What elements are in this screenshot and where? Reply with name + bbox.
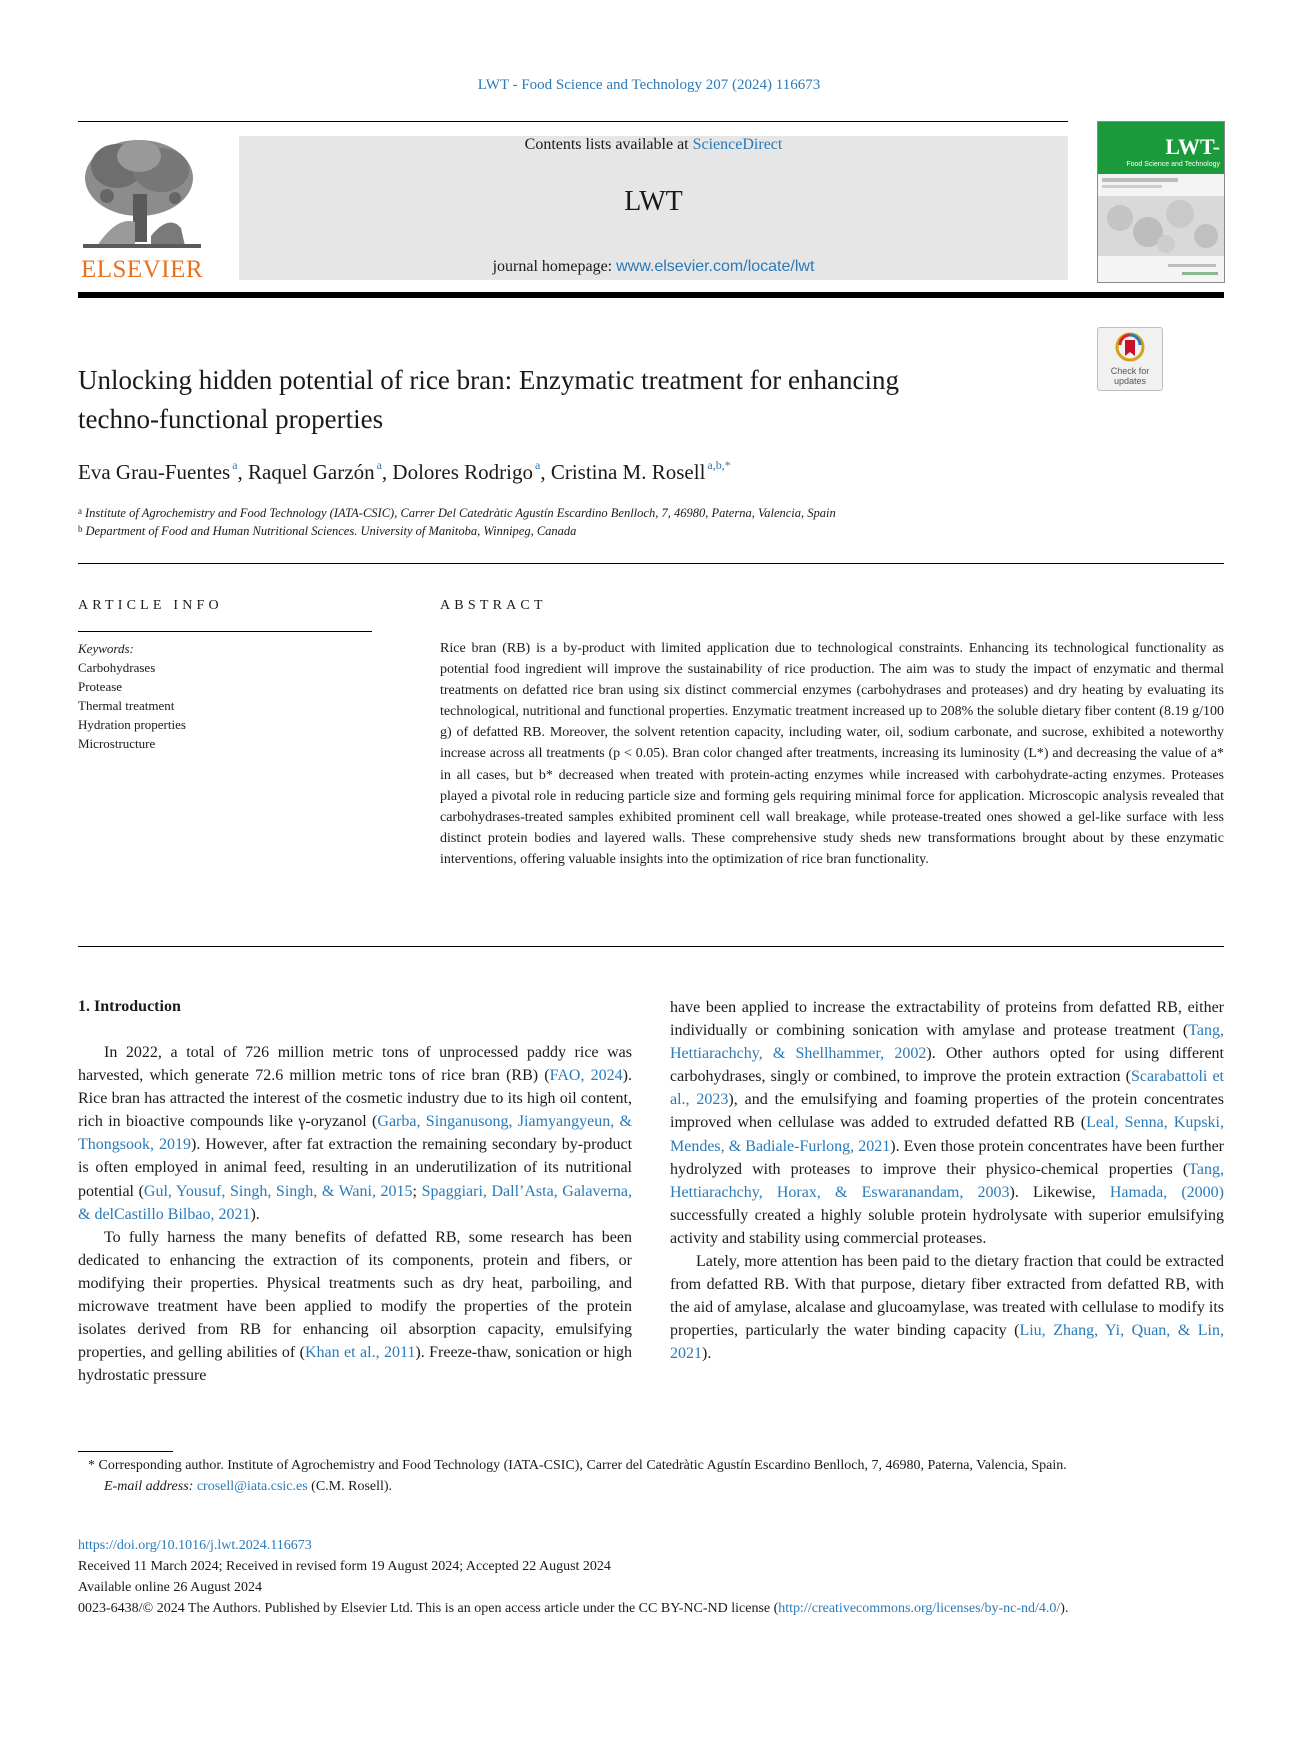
author-name[interactable]: Eva Grau-Fuentes (78, 460, 231, 484)
keyword-item: Protease (78, 679, 123, 694)
citation-link[interactable]: Gul, Yousuf, Singh, Singh, & Wani, 2015 (143, 1182, 413, 1200)
elsevier-logo[interactable] (77, 136, 207, 282)
body-text: ). (250, 1205, 260, 1223)
email-suffix: (C.M. Rosell). (307, 1479, 393, 1494)
body-text: have been applied to increase the extractability of proteins from defatted RB, either individually or combining sonication with amylase and protease treatment ( (670, 999, 1224, 1040)
body-text: successfully created a highly soluble protein hydrolysate with superior emulsifying activity and stability using commercial proteases. (670, 1206, 1224, 1247)
left-column (78, 1041, 632, 1387)
right-column (670, 996, 1224, 1366)
affiliation-text: Institute of Agrochemistry and Food Technology (IATA-CSIC), Carrer Del Catedràtic Agustín Escardino Benlloch, 7, 46980, Paterna, Valencia, Spain (85, 506, 836, 520)
citation-link[interactable]: Liu, Zhang, Yi, Quan, & Lin, 2021 (670, 1322, 1225, 1363)
keywords-label: Keywords: (78, 641, 134, 656)
body-text: ). Rice bran has attracted the interest of the cosmetic industry due to its high oil content, rich in bioactive compounds like γ-oryzanol ( (78, 1067, 632, 1131)
journal-header-box (239, 136, 1068, 280)
body-text: ). Other authors opted for using different carbohydrases, singly or combined, to improve the protein extraction ( (670, 1045, 1224, 1086)
body-text: Lately, more attention has been paid to the dietary fraction that could be extracted from defatted RB. With that purpose, dietary fiber extracted from defatted RB, with the aid of amylase, alcalase and glucoamylase, was treated with cellulase to modify its properties, particularly the water binding capacity ( (670, 1253, 1224, 1340)
body-text: To fully harness the many benefits of defatted RB, some research has been dedicated to enhancing the extraction of its components, protein and fibers, or modifying their properties. Physical treatments such as dry heat, parboiling, and microwave treatment have been applied to modify the properties of the protein isolates derived from RB for enhancing oil absorption capacity, emulsifying properties, and gelling abilities of ( (78, 1228, 632, 1362)
body-text: ; (412, 1182, 422, 1200)
email-line (78, 1476, 1224, 1497)
contents-line (239, 136, 1068, 154)
keyword-item: Thermal treatment (78, 698, 175, 713)
citation-link[interactable]: Hamada, (2000) (1109, 1183, 1224, 1201)
abstract-rule (78, 946, 1224, 947)
email-link[interactable]: crosell@iata.csic.es (196, 1479, 308, 1494)
check-updates-icon (1115, 332, 1145, 364)
author-affiliation-marker[interactable]: a (232, 458, 238, 472)
corresponding-footnote (78, 1455, 1224, 1497)
keywords-block (78, 639, 186, 753)
license-link[interactable]: http://creativecommons.org/licenses/by-nc-nd/4.0/ (778, 1601, 1061, 1616)
body-text: ). Freeze-thaw, sonication or high hydrostatic pressure (78, 1344, 633, 1385)
homepage-label: journal homepage: (492, 258, 617, 275)
journal-citation[interactable]: LWT - Food Science and Technology 207 (2024) 116673 (477, 77, 821, 93)
available-online: Available online 26 August 2024 (78, 1580, 263, 1595)
body-text: In 2022, a total of 726 million metric tons of unprocessed paddy rice was harvested, which generate 72.6 million metric tons of rice bran (RB) ( (78, 1044, 632, 1085)
doi-link[interactable]: https://doi.org/10.1016/j.lwt.2024.116673 (78, 1538, 312, 1553)
keyword-item: Hydration properties (78, 717, 186, 732)
check-for-updates-button[interactable] (1097, 327, 1163, 391)
affiliation-text: Department of Food and Human Nutritional Sciences. University of Manitoba, Winnipeg, Canada (85, 524, 577, 538)
citation-link[interactable]: Tang, Hettiarachchy, Horax, & Eswaranandam, 2003 (670, 1160, 1224, 1201)
homepage-line (239, 258, 1068, 276)
elsevier-tree-icon (77, 136, 207, 254)
affiliation-a (78, 506, 836, 521)
author-affiliation-marker[interactable]: a,b,* (707, 458, 731, 472)
body-text: ). Even those protein concentrates have been further hydrolyzed with proteases to improve their physico-chemical properties ( (670, 1137, 1225, 1178)
article-info-rule (78, 631, 372, 632)
top-rule (78, 121, 1068, 122)
section-rule (78, 563, 1224, 564)
body-text: ). (702, 1345, 712, 1363)
header-thick-rule (78, 292, 1224, 298)
footnote-rule (78, 1451, 173, 1452)
author-name[interactable]: Raquel Garzón (248, 460, 375, 484)
check-updates-label: Check for updates (1110, 366, 1150, 386)
homepage-link[interactable]: www.elsevier.com/locate/lwt (616, 258, 815, 275)
author-affiliation-marker[interactable]: a (376, 458, 382, 472)
paragraph (78, 1226, 632, 1388)
citation-link[interactable]: Spaggiari, Dall’Asta, Galaverna, & delCastillo Bilbao, 2021 (78, 1182, 633, 1223)
affiliation-label: b (78, 524, 83, 534)
citation-link[interactable]: Leal, Senna, Kupski, Mendes, & Badiale-Furlong, 2021 (670, 1114, 1224, 1155)
citation-link[interactable]: Scarabattoli et al., 2023 (670, 1068, 1225, 1109)
cover-banner (1098, 122, 1224, 174)
license-suffix: ). (1060, 1601, 1069, 1616)
cover-title: LWT- (1165, 134, 1220, 159)
author-affiliation-marker[interactable]: a (534, 458, 541, 472)
paragraph (78, 1041, 632, 1226)
cover-subtitle: Food Science and Technology (1126, 161, 1220, 168)
received-dates: Received 11 March 2024; Received in revised form 19 August 2024; Accepted 22 August 2024 (78, 1559, 611, 1574)
citation-link[interactable]: Garba, Singanusong, Jiamyangyeun, & Thongsook, 2019 (78, 1113, 632, 1154)
paragraph (670, 1250, 1224, 1365)
body-text: ), and the emulsifying and foaming properties of the protein concentrates improved when cellulase was added to extruded defatted RB ( (670, 1091, 1225, 1132)
introduction-heading: 1. Introduction (78, 998, 181, 1015)
elsevier-wordmark: ELSEVIER (80, 256, 204, 283)
affiliation-b (78, 524, 576, 539)
citation-link[interactable]: FAO, 2024 (549, 1067, 623, 1085)
abstract-heading: ABSTRACT (440, 598, 547, 613)
article-title: Unlocking hidden potential of rice bran: Enzymatic treatment for enhancing techno-functional properties (78, 365, 899, 434)
body-text: ). Likewise, (1009, 1183, 1110, 1201)
keyword-item: Carbohydrases (78, 660, 156, 675)
journal-cover[interactable] (1097, 121, 1225, 283)
affiliation-label: a (78, 506, 82, 516)
contents-prefix: Contents lists available at (524, 136, 693, 153)
corresponding-text: * Corresponding author. Institute of Agrochemistry and Food Technology (IATA-CSIC), Carrer del Catedràtic Agustín Escardino Benlloch, 7, 46980, Paterna, Valencia, Spain. (88, 1458, 1067, 1473)
abstract-text: Rice bran (RB) is a by-product with limited application due to technological constraints. Enhancing its technological functionality as potential food ingredient will improve the sustainability of rice production. The aim was to study the impact of enzymatic and thermal treatments on defatted rice bran using six distinct commercial enzymes (carbohydrases and proteases) and dry heating by evaluating its technological, nutritional and functional properties. Enzymatic treatment increased up to 208% the soluble dietary fiber content (8.19 g/100 g) of defatted RB. Moreover, the solvent retention capacity, including water, oil, sodium carbonate, and sucrose, exhibited a noteworthy increase across all treatments (p < 0.05). Bran color changed after treatments, increasing its luminosity (L*) and decreasing the value of a* in all cases, but b* decreased when treated with protein-acting enzymes while increased with carbohydrate-acting enzymes. Proteases played a pivotal role in reducing particle size and forming gels requiring minimal force for application. Microscopic analysis revealed that carbohydrases-treated samples exhibited prominent cell wall breakage, while protease-treated ones showed a gel-like surface with less distinct protein bodies and layered walls. These comprehensive study sheds new transformations brought about by these enzymatic interventions, offering valuable insights into the optimization of rice bran functionality. (440, 641, 1224, 867)
body-text: ). However, after fat extraction the remaining secondary by-product is often employed in animal feed, resulting in an underutilization of its nutritional potential ( (78, 1136, 633, 1200)
publication-info (78, 1535, 1224, 1619)
sciencedirect-link[interactable]: ScienceDirect (692, 136, 783, 153)
cover-image-icon (1098, 174, 1224, 282)
author-name[interactable]: Cristina M. Rosell (550, 460, 706, 484)
author-name[interactable]: Dolores Rodrigo (392, 460, 533, 484)
journal-name: LWT (624, 186, 683, 217)
keyword-item: Microstructure (78, 736, 156, 751)
paragraph (670, 996, 1224, 1250)
license-line (78, 1598, 1224, 1619)
citation-link[interactable]: Khan et al., 2011 (304, 1344, 416, 1362)
article-info-heading: ARTICLE INFO (78, 598, 223, 613)
author-list: Eva Grau-Fuentes $^a$, Raquel Garzón $^a$, Dolores Rodrigo $^a$, Cristina M. Rosell $^{a,b,*}$ (78, 458, 731, 484)
email-label: E-mail address: (104, 1479, 197, 1494)
license-prefix: 0023-6438/© 2024 The Authors. Published by Elsevier Ltd. This is an open access article under the CC BY-NC-ND license ( (78, 1601, 779, 1616)
citation-link[interactable]: Tang, Hettiarachchy, & Shellhammer, 2002 (670, 1022, 1224, 1063)
